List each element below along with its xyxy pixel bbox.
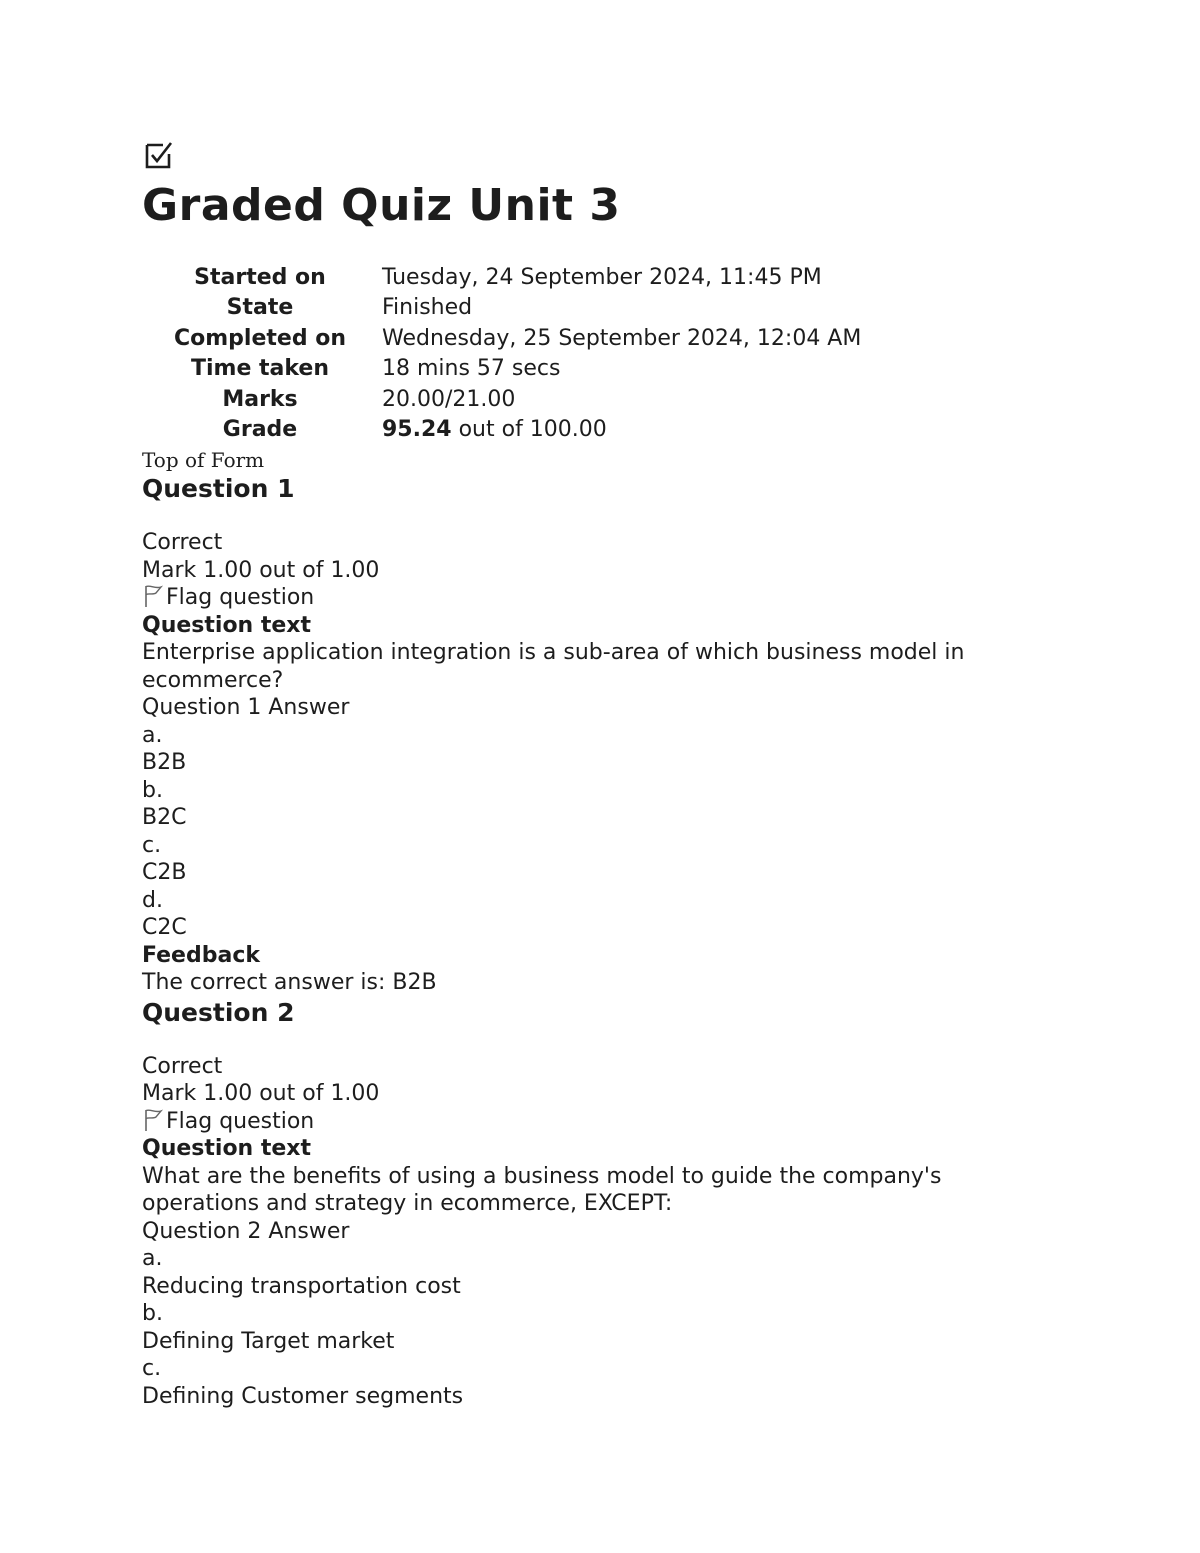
option-text: Defining Target market bbox=[142, 1328, 395, 1354]
summary-row-completed-on bbox=[160, 323, 861, 354]
question-status: Correct bbox=[142, 1053, 223, 1079]
summary-row-started-on bbox=[160, 262, 861, 293]
summary-value: Tuesday, 24 September 2024, 11:45 PM bbox=[382, 264, 822, 290]
question-heading: Question 1 bbox=[142, 474, 295, 503]
option-letter: b. bbox=[142, 777, 163, 803]
question-text-label: Question text bbox=[142, 612, 312, 638]
option-letter: b. bbox=[142, 1301, 163, 1326]
option-text: B2B bbox=[142, 750, 187, 775]
grade-suffix: out of 100.00 bbox=[451, 417, 607, 443]
summary-value: 18 mins 57 secs bbox=[382, 356, 561, 382]
question-1 bbox=[142, 473, 1062, 997]
feedback-text: The correct answer is: B2B bbox=[142, 970, 437, 995]
question-text-label: Question text bbox=[142, 1136, 312, 1161]
option-letter: c. bbox=[142, 1356, 162, 1381]
checkbox-icon bbox=[144, 140, 174, 170]
option-text: C2C bbox=[142, 915, 187, 940]
flag-question-label: Flag question bbox=[166, 585, 315, 610]
summary-label: Grade bbox=[222, 417, 298, 443]
option-text: Defining Customer segments bbox=[142, 1383, 464, 1409]
page-title: Graded Quiz Unit 3 bbox=[142, 180, 621, 231]
question-heading: Question 2 bbox=[142, 997, 295, 1027]
summary-row-time-taken bbox=[160, 354, 861, 385]
question-mark: Mark 1.00 out of 1.00 bbox=[142, 557, 380, 583]
grade-score: 95.24 bbox=[382, 417, 452, 443]
flag-question-link[interactable] bbox=[142, 584, 1062, 612]
question-mark: Mark 1.00 out of 1.00 bbox=[142, 1081, 380, 1106]
summary-label: State bbox=[226, 295, 294, 321]
option-text: Reducing transportation cost bbox=[142, 1273, 461, 1299]
flag-icon bbox=[142, 1108, 164, 1132]
flag-icon bbox=[142, 584, 164, 608]
question-text: Enterprise application integration is a sub-area of which business model in ecommerce? bbox=[142, 640, 965, 693]
summary-value: Finished bbox=[382, 295, 473, 321]
attempt-summary-table bbox=[160, 262, 861, 445]
quiz-review-page bbox=[142, 140, 1062, 1410]
summary-label: Time taken bbox=[190, 356, 330, 382]
option-letter: c. bbox=[142, 832, 162, 858]
summary-label: Completed on bbox=[173, 325, 346, 351]
option-letter: a. bbox=[142, 1246, 163, 1271]
option-letter: d. bbox=[142, 887, 163, 913]
feedback-label: Feedback bbox=[142, 942, 260, 968]
question-2 bbox=[142, 997, 1062, 1411]
summary-value: 20.00/21.00 bbox=[382, 386, 516, 412]
grade-value bbox=[382, 415, 861, 446]
summary-row-state bbox=[160, 293, 861, 324]
summary-row-marks bbox=[160, 384, 861, 415]
summary-label: Started on bbox=[194, 264, 326, 290]
summary-value: Wednesday, 25 September 2024, 12:04 AM bbox=[382, 325, 862, 351]
summary-row-grade bbox=[160, 415, 861, 446]
question-status: Correct bbox=[142, 530, 223, 555]
option-text: B2C bbox=[142, 805, 187, 830]
option-text: C2B bbox=[142, 860, 187, 885]
question-text: What are the benefits of using a business model to guide the company's operations and strategy in ecommerce, EXCEPT: bbox=[142, 1163, 942, 1216]
flag-question-label: Flag question bbox=[166, 1108, 315, 1134]
top-of-form-marker: Top of Form bbox=[142, 448, 265, 472]
answer-label: Question 2 Answer bbox=[142, 1218, 350, 1244]
flag-question-link[interactable] bbox=[142, 1108, 1062, 1136]
option-letter: a. bbox=[142, 722, 163, 748]
answer-label: Question 1 Answer bbox=[142, 695, 350, 720]
summary-label: Marks bbox=[222, 386, 298, 412]
